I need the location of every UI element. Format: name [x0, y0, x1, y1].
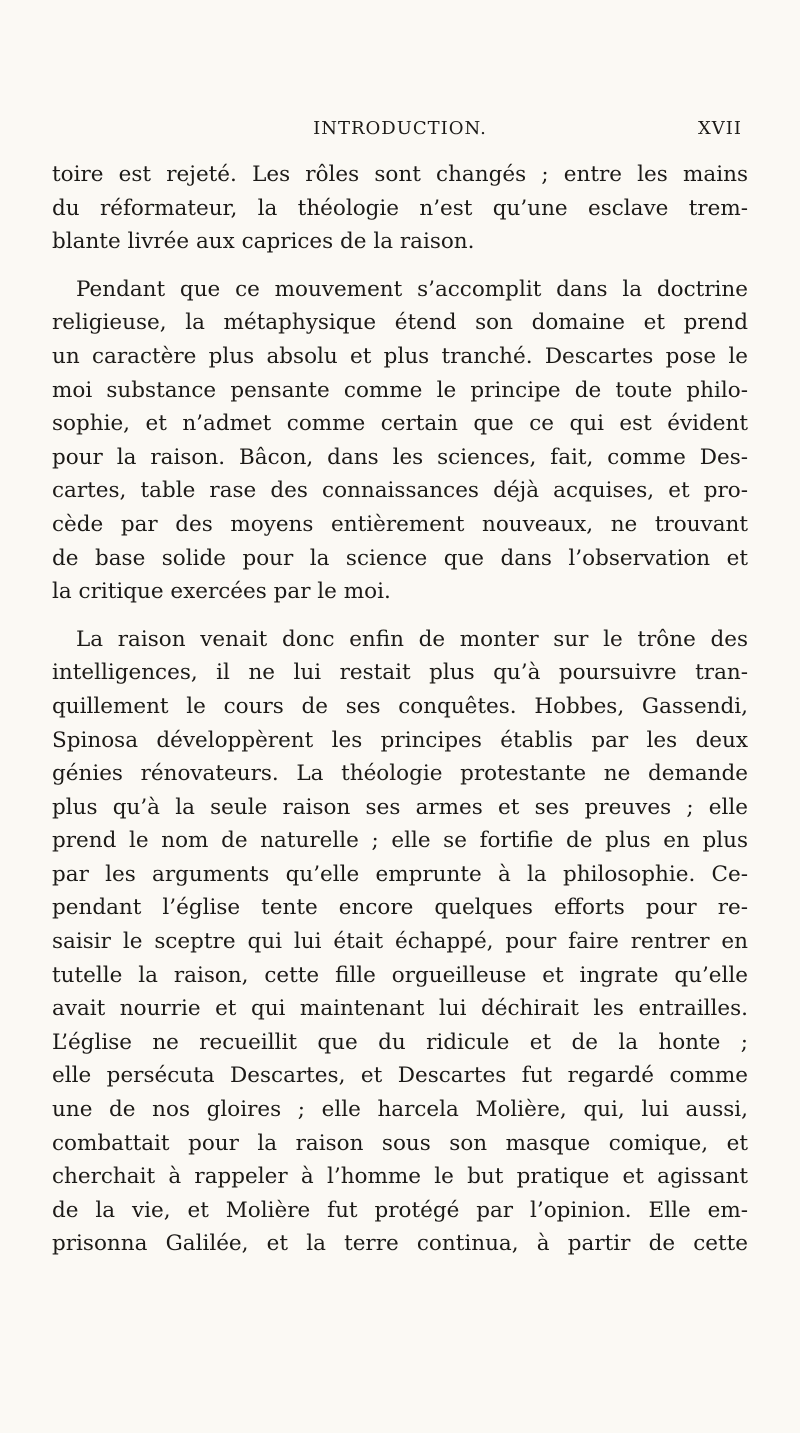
paragraph-gap: [52, 609, 748, 623]
text-line: cartes, table rase des connaissances déjà acquises, et pro-: [52, 478, 748, 504]
text-line: de base solide pour la science que dans l’observation et: [52, 545, 748, 571]
text-line: cherchait à rappeler à l’homme le but pratique et agissant: [52, 1164, 748, 1190]
text-line: religieuse, la métaphysique étend son domaine et prend: [52, 310, 748, 336]
text-line: avait nourrie et qui maintenant lui déchirait les entrailles.: [52, 996, 748, 1022]
running-head: [52, 118, 748, 148]
text-line: la critique exercées par le moi.: [52, 579, 391, 605]
paragraph-3: [52, 623, 748, 1261]
text-line: génies rénovateurs. La théologie protestante ne demande: [52, 761, 748, 787]
text-line: intelligences, il ne lui restait plus qu’à poursuivre tran-: [52, 660, 748, 686]
book-page: [52, 0, 748, 1433]
text-line: un caractère plus absolu et plus tranché. Descartes pose le: [52, 343, 748, 369]
text-line: pendant l’église tente encore quelques efforts pour re-: [52, 895, 748, 921]
paragraph-1: [52, 158, 748, 259]
text-line: par les arguments qu’elle emprunte à la philosophie. Ce-: [52, 861, 748, 887]
paragraph-2: [52, 273, 748, 609]
text-line: elle persécuta Descartes, et Descartes fut regardé comme: [52, 1063, 748, 1089]
text-line: cède par des moyens entièrement nouveaux, ne trouvant: [52, 511, 748, 537]
text-line: quillement le cours de ses conquêtes. Hobbes, Gassendi,: [52, 693, 748, 719]
text-line: Pendant que ce mouvement s’accomplit dans la doctrine: [76, 276, 748, 302]
text-line: prend le nom de naturelle ; elle se fortifie de plus en plus: [52, 828, 748, 854]
text-line: combattait pour la raison sous son masque comique, et: [52, 1130, 748, 1156]
body-text: [52, 158, 748, 1261]
text-line: toire est rejeté. Les rôles sont changés ; entre les mains: [52, 162, 748, 187]
text-line: blante livrée aux caprices de la raison.: [52, 229, 475, 255]
text-line: pour la raison. Bâcon, dans les sciences, fait, comme Des-: [52, 444, 748, 470]
text-line: Spinosa développèrent les principes établis par les deux: [52, 727, 748, 753]
text-line: tutelle la raison, cette fille orgueilleuse et ingrate qu’elle: [52, 962, 748, 988]
page-number: XVII: [697, 118, 742, 139]
text-line: du réformateur, la théologie n’est qu’une esclave trem-: [52, 195, 748, 221]
paragraph-gap: [52, 259, 748, 273]
text-line: une de nos gloires ; elle harcela Molière, qui, lui aussi,: [52, 1097, 748, 1123]
text-line: sophie, et n’admet comme certain que ce qui est évident: [52, 411, 748, 437]
text-line: L’église ne recueillit que du ridicule et de la honte ;: [52, 1029, 748, 1055]
text-line: plus qu’à la seule raison ses armes et ses preuves ; elle: [52, 794, 748, 820]
chapter-title: INTRODUCTION.: [313, 118, 487, 139]
text-line: moi substance pensante comme le principe de toute philo-: [52, 377, 748, 403]
text-line: La raison venait donc enfin de monter sur le trône des: [76, 626, 748, 652]
text-line: de la vie, et Molière fut protégé par l’opinion. Elle em-: [52, 1197, 748, 1223]
text-line: saisir le sceptre qui lui était échappé, pour faire rentrer en: [52, 929, 748, 955]
text-line: prisonna Galilée, et la terre continua, à partir de cette: [52, 1231, 748, 1257]
